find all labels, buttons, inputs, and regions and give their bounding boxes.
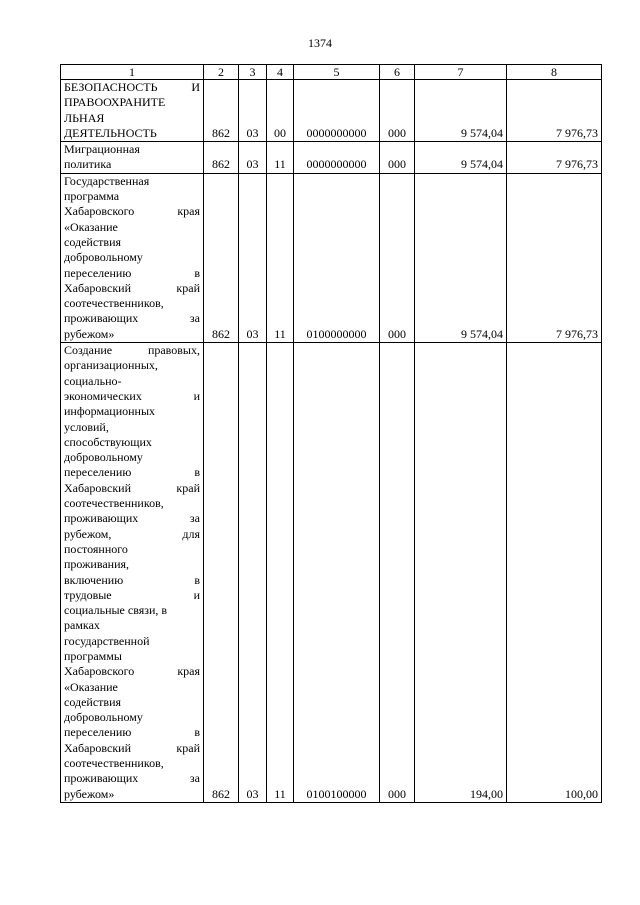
name-line: Хабаровский край — [64, 480, 200, 495]
name-line: проживающих за — [64, 311, 200, 326]
name-line: БЕЗОПАСНОСТЬ И — [64, 80, 200, 94]
name-line: соотечественников, — [64, 296, 164, 311]
amount-1-cell: 194,00 — [415, 343, 507, 803]
expense-type-cell: 000 — [380, 173, 415, 342]
header-cell: 6 — [380, 65, 415, 80]
name-line: переселению в — [64, 465, 200, 480]
name-line: переселению в — [64, 725, 200, 740]
name-line: ПРАВООХРАНИТЕ — [64, 95, 166, 110]
section-cell: 03 — [239, 343, 267, 803]
name-line: Государственная — [64, 173, 150, 188]
table-body — [61, 80, 602, 803]
table-row — [61, 343, 602, 803]
name-cell — [61, 343, 204, 803]
name-line: ДЕЯТЕЛЬНОСТЬ — [64, 125, 157, 140]
header-cell: 5 — [294, 65, 380, 80]
name-line: соотечественников, — [64, 756, 164, 771]
section-cell: 03 — [239, 173, 267, 342]
name-line: содействия — [64, 234, 122, 249]
amount-1-cell: 9 574,04 — [415, 142, 507, 174]
name-line: способствующих — [64, 434, 152, 449]
table-row — [61, 142, 602, 174]
name-line: Хабаровского края — [64, 664, 200, 679]
target-code-cell: 0100100000 — [294, 343, 380, 803]
name-cell — [61, 173, 204, 342]
name-line: информационных — [64, 404, 156, 419]
target-code-cell: 0000000000 — [294, 142, 380, 174]
name-line: программы — [64, 648, 122, 663]
header-cell: 2 — [204, 65, 239, 80]
amount-2-cell: 100,00 — [507, 343, 602, 803]
name-line: проживания, — [64, 557, 130, 572]
target-code-cell: 0100000000 — [294, 173, 380, 342]
name-line: Миграционная — [64, 142, 140, 157]
name-line: государственной — [64, 633, 150, 648]
amount-1-cell: 9 574,04 — [415, 80, 507, 142]
name-line: ЛЬНАЯ — [64, 110, 105, 125]
page-number: 1374 — [308, 36, 332, 50]
subsection-cell: 11 — [267, 142, 294, 174]
amount-2-cell: 7 976,73 — [507, 142, 602, 174]
name-line: трудовые и — [64, 587, 200, 602]
section-cell: 03 — [239, 80, 267, 142]
code-cell: 862 — [204, 80, 239, 142]
name-line: переселению в — [64, 265, 200, 280]
name-line: условий, — [64, 419, 109, 434]
target-code-cell: 0000000000 — [294, 80, 380, 142]
name-line: включению в — [64, 572, 200, 587]
name-line: Создание правовых, — [64, 343, 200, 358]
name-cell — [61, 142, 204, 174]
amount-2-cell: 7 976,73 — [507, 80, 602, 142]
name-line: рубежом» — [64, 786, 115, 801]
name-line: программа — [64, 189, 120, 204]
header-cell: 4 — [267, 65, 294, 80]
name-line: экономических и — [64, 388, 200, 403]
name-line: организационных, — [64, 358, 158, 373]
name-line: «Оказание — [64, 219, 118, 234]
expense-type-cell: 000 — [380, 80, 415, 142]
expense-type-cell: 000 — [380, 343, 415, 803]
name-line: Хабаровского края — [64, 204, 200, 219]
name-line: «Оказание — [64, 679, 118, 694]
name-line: добровольному — [64, 450, 143, 465]
name-line: социальные связи, в — [64, 603, 168, 618]
section-cell: 03 — [239, 142, 267, 174]
name-line: политика — [64, 157, 112, 172]
name-line: рубежом» — [64, 326, 115, 341]
table-row — [61, 173, 602, 342]
name-line: рамках — [64, 618, 100, 633]
header-cell: 1 — [61, 65, 204, 80]
budget-table — [60, 64, 602, 803]
name-line: проживающих за — [64, 511, 200, 526]
name-cell — [61, 80, 204, 142]
subsection-cell: 11 — [267, 173, 294, 342]
header-cell: 7 — [415, 65, 507, 80]
name-line: содействия — [64, 694, 122, 709]
name-line: добровольному — [64, 710, 143, 725]
expense-type-cell: 000 — [380, 142, 415, 174]
name-line: добровольному — [64, 250, 143, 265]
code-cell: 862 — [204, 343, 239, 803]
header-cell: 3 — [239, 65, 267, 80]
name-line: Хабаровский край — [64, 740, 200, 755]
subsection-cell: 11 — [267, 343, 294, 803]
header-cell: 8 — [507, 65, 602, 80]
name-line: социально- — [64, 373, 122, 388]
name-line: Хабаровский край — [64, 280, 200, 295]
name-line: постоянного — [64, 541, 128, 556]
name-line: рубежом, для — [64, 526, 200, 541]
amount-2-cell: 7 976,73 — [507, 173, 602, 342]
subsection-cell: 00 — [267, 80, 294, 142]
code-cell: 862 — [204, 142, 239, 174]
name-line: проживающих за — [64, 771, 200, 786]
table-header-row — [61, 65, 602, 80]
name-line: соотечественников, — [64, 496, 164, 511]
code-cell: 862 — [204, 173, 239, 342]
table-row — [61, 80, 602, 142]
amount-1-cell: 9 574,04 — [415, 173, 507, 342]
